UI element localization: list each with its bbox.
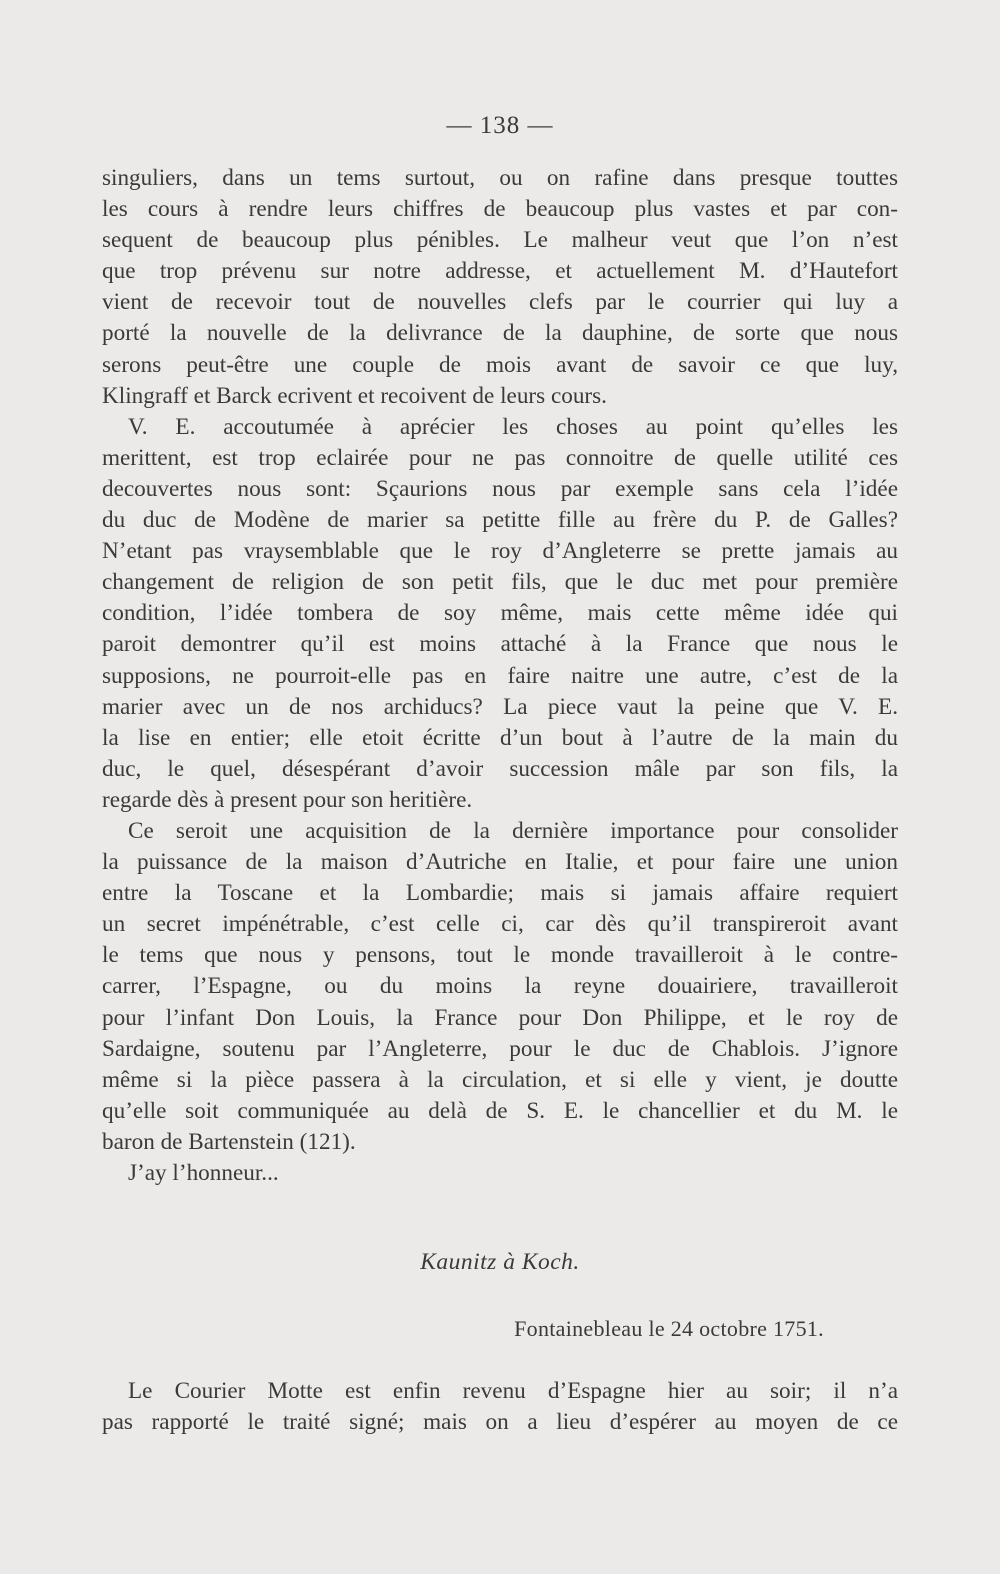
text-line: J’ay l’honneur... — [128, 1160, 279, 1186]
text-line: condition, l’idée tombera de soy même, mais cette même idée qui — [102, 600, 898, 627]
text-line: decouvertes nous sont: Sçaurions nous par exemple sans cela l’idée — [102, 475, 898, 502]
text-line: pour l’infant Don Louis, la France pour Don Philippe, et le roy de — [102, 1004, 898, 1031]
text-line: le tems que nous y pensons, tout le monde travailleroit à le contre- — [102, 942, 898, 969]
text-line: même si la pièce passera à la circulation, et si elle y vient, je doutte — [102, 1066, 898, 1093]
text-line: du duc de Modène de marier sa petitte fille au frère du P. de Galles? — [102, 507, 898, 534]
text-line: carrer, l’Espagne, ou du moins la reyne douairiere, travailleroit — [102, 973, 898, 1000]
text-line: Sardaigne, soutenu par l’Angleterre, pour le duc de Chablois. J’ignore — [102, 1035, 898, 1062]
text-line: sequent de beaucoup plus pénibles. Le malheur veut que l’on n’est — [102, 227, 898, 254]
text-line: regarde dès à present pour son heritière. — [102, 786, 473, 813]
text-line: supposions, ne pourroit-elle pas en faire naitre une autre, c’est de la — [102, 662, 898, 689]
text-line: la lise en entier; elle etoit écritte d’un bout à l’autre de la main du — [102, 724, 898, 751]
page-number: — 138 — — [446, 112, 554, 139]
text-line: porté la nouvelle de la delivrance de la dauphine, de sorte que nous — [102, 320, 898, 347]
text-line: duc, le quel, désespérant d’avoir succession mâle par son fils, la — [102, 755, 898, 782]
text-line: singuliers, dans un tems surtout, ou on rafine dans presque touttes — [102, 165, 898, 191]
text-line: baron de Bartenstein (121). — [102, 1128, 356, 1155]
main-text — [102, 163, 898, 1189]
text-line: un secret impénétrable, c’est celle ci, car dès qu’il transpireroit avant — [102, 911, 898, 938]
text-line: pas rapporté le traité signé; mais on a lieu d’espérer au moyen de ce — [102, 1409, 898, 1436]
text-line: Ce seroit une acquisition de la dernière importance pour consolider — [128, 817, 898, 844]
text-line: changement de religion de son petit fils, que le duc met pour première — [102, 569, 898, 596]
text-line: la puissance de la maison d’Autriche en Italie, et pour faire une union — [102, 849, 898, 876]
text-line: les cours à rendre leurs chiffres de beaucoup plus vastes et par con- — [102, 196, 898, 223]
text-line: serons peut-être une couple de mois avant de savoir ce que luy, — [102, 351, 898, 378]
text-line: que trop prévenu sur notre addresse, et actuellement M. d’Hautefort — [102, 258, 898, 285]
text-line: entre la Toscane et la Lombardie; mais si jamais affaire requiert — [102, 880, 898, 907]
text-line: V. E. accoutumée à aprécier les choses au point qu’elles les — [128, 413, 898, 440]
dateline: Fontainebleau le 24 octobre 1751. — [514, 1316, 824, 1341]
text-line: marier avec un de nos archiducs? La piece vaut la peine que V. E. — [102, 693, 898, 720]
letter-heading: Kaunitz à Koch. — [420, 1249, 580, 1275]
text-line: merittent, est trop eclairée pour ne pas connoitre de quelle utilité ces — [102, 444, 898, 471]
letter-text — [102, 1376, 898, 1438]
text-line: N’etant pas vraysemblable que le roy d’Angleterre se prette jamais au — [102, 538, 898, 565]
text-line: vient de recevoir tout de nouvelles clefs par le courrier qui luy a — [102, 289, 898, 316]
text-line: qu’elle soit communiquée au delà de S. E. le chancellier et du M. le — [102, 1097, 898, 1124]
text-line: Le Courier Motte est enfin revenu d’Espagne hier au soir; il n’a — [128, 1378, 898, 1404]
text-line: paroit demontrer qu’il est moins attaché à la France que nous le — [102, 631, 898, 658]
text-line: Klingraff et Barck ecrivent et recoivent de leurs cours. — [102, 382, 607, 409]
